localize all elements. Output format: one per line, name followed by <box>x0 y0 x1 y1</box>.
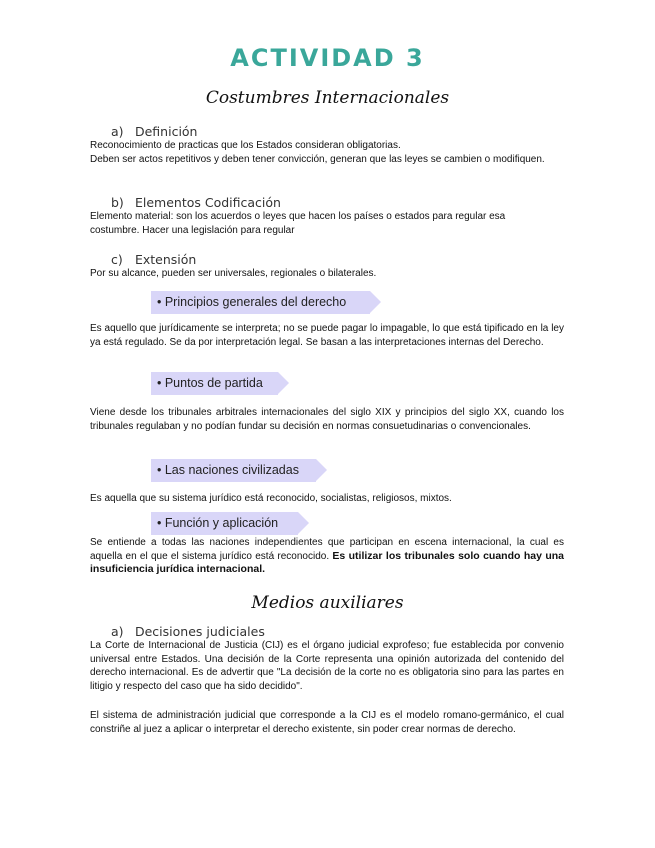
banner-funcion-aplicacion: • Función y aplicación <box>151 512 298 535</box>
banner-naciones-civilizadas: • Las naciones civilizadas <box>151 459 316 482</box>
section-title-costumbres: Costumbres Internacionales <box>205 88 450 108</box>
paragraph-elementos: Elemento material: son los acuerdos o leyes que hacen los países o estados para regular esa costumbre. Hacer una legislación para regular <box>90 211 506 236</box>
heading-definicion <box>111 124 197 139</box>
heading-number: a) <box>111 624 124 639</box>
paragraph-decisiones-2: El sistema de administración judicial que corresponde a la CIJ es el modelo romano-germánico, el cual constriñe al juez a aplicar o interpretar el derecho existente, sin poder crear normas de derecho. <box>90 710 564 735</box>
paragraph-principios: Es aquello que jurídicamente se interpreta; no se puede pagar lo impagable, lo que está tipificado en la ley ya está regulado. Se da por interpretación legal. Se basan a las interpretaciones internas del Derecho. <box>90 323 564 348</box>
heading-label: Definición <box>134 124 198 139</box>
banner-principios: • Principios generales del derecho <box>151 291 370 314</box>
heading-extension <box>111 252 196 267</box>
paragraph-funcion-aplicacion <box>90 536 564 577</box>
paragraph-definicion-1: Reconocimiento de practicas que los Estados consideran obligatorias. <box>90 140 401 151</box>
heading-number: b) <box>111 195 124 210</box>
paragraph-text: Se entiende a todas las naciones independientes que participan en escena internacional, la cual es aquella en el que el sistema jurídico está reconocido. <box>90 537 564 562</box>
heading-label: Elementos Codificación <box>134 195 281 210</box>
paragraph-bold-text: Es utilizar los tribunales solo cuando hay una insuficiencia jurídica internacional. <box>90 549 564 576</box>
banner-puntos-de-partida: • Puntos de partida <box>151 372 278 395</box>
heading-number: c) <box>111 252 123 267</box>
paragraph-extension: Por su alcance, pueden ser universales, regionales o bilaterales. <box>90 268 377 279</box>
heading-label: Decisiones judiciales <box>134 624 265 639</box>
paragraph-definicion-2: Deben ser actos repetitivos y deben tener convicción, generan que las leyes se cambien o modifiquen. <box>90 154 545 165</box>
heading-number: a) <box>111 124 124 139</box>
paragraph-decisiones-1: La Corte de Internacional de Justicia (CIJ) es el órgano judicial exprofeso; fue establecida por convenio universal entre Estados. Una decisión de la Corte representa una opinión autorizada del contenido del derecho internacional. Es de advertir que "La decisión de la corte no es obligatoria sino para las partes en litigio y respecto del caso que ha sido decidido". <box>90 640 564 692</box>
paragraph-naciones-civilizadas: Es aquella que su sistema jurídico está reconocido, socialistas, religiosos, mixtos. <box>90 493 452 504</box>
section-title-medios-auxiliares: Medios auxiliares <box>251 593 404 613</box>
heading-elementos <box>111 195 281 210</box>
paragraph-puntos-de-partida: Viene desde los tribunales arbitrales internacionales del siglo XIX y principios del siglo XX, cuando los tribunales regulaban y no podían fundar su decisión en normas consuetudinarias o convencionales. <box>90 407 564 432</box>
heading-decisiones-judiciales <box>111 624 265 639</box>
heading-label: Extensión <box>134 252 197 267</box>
page-title: ACTIVIDAD 3 <box>230 44 425 72</box>
